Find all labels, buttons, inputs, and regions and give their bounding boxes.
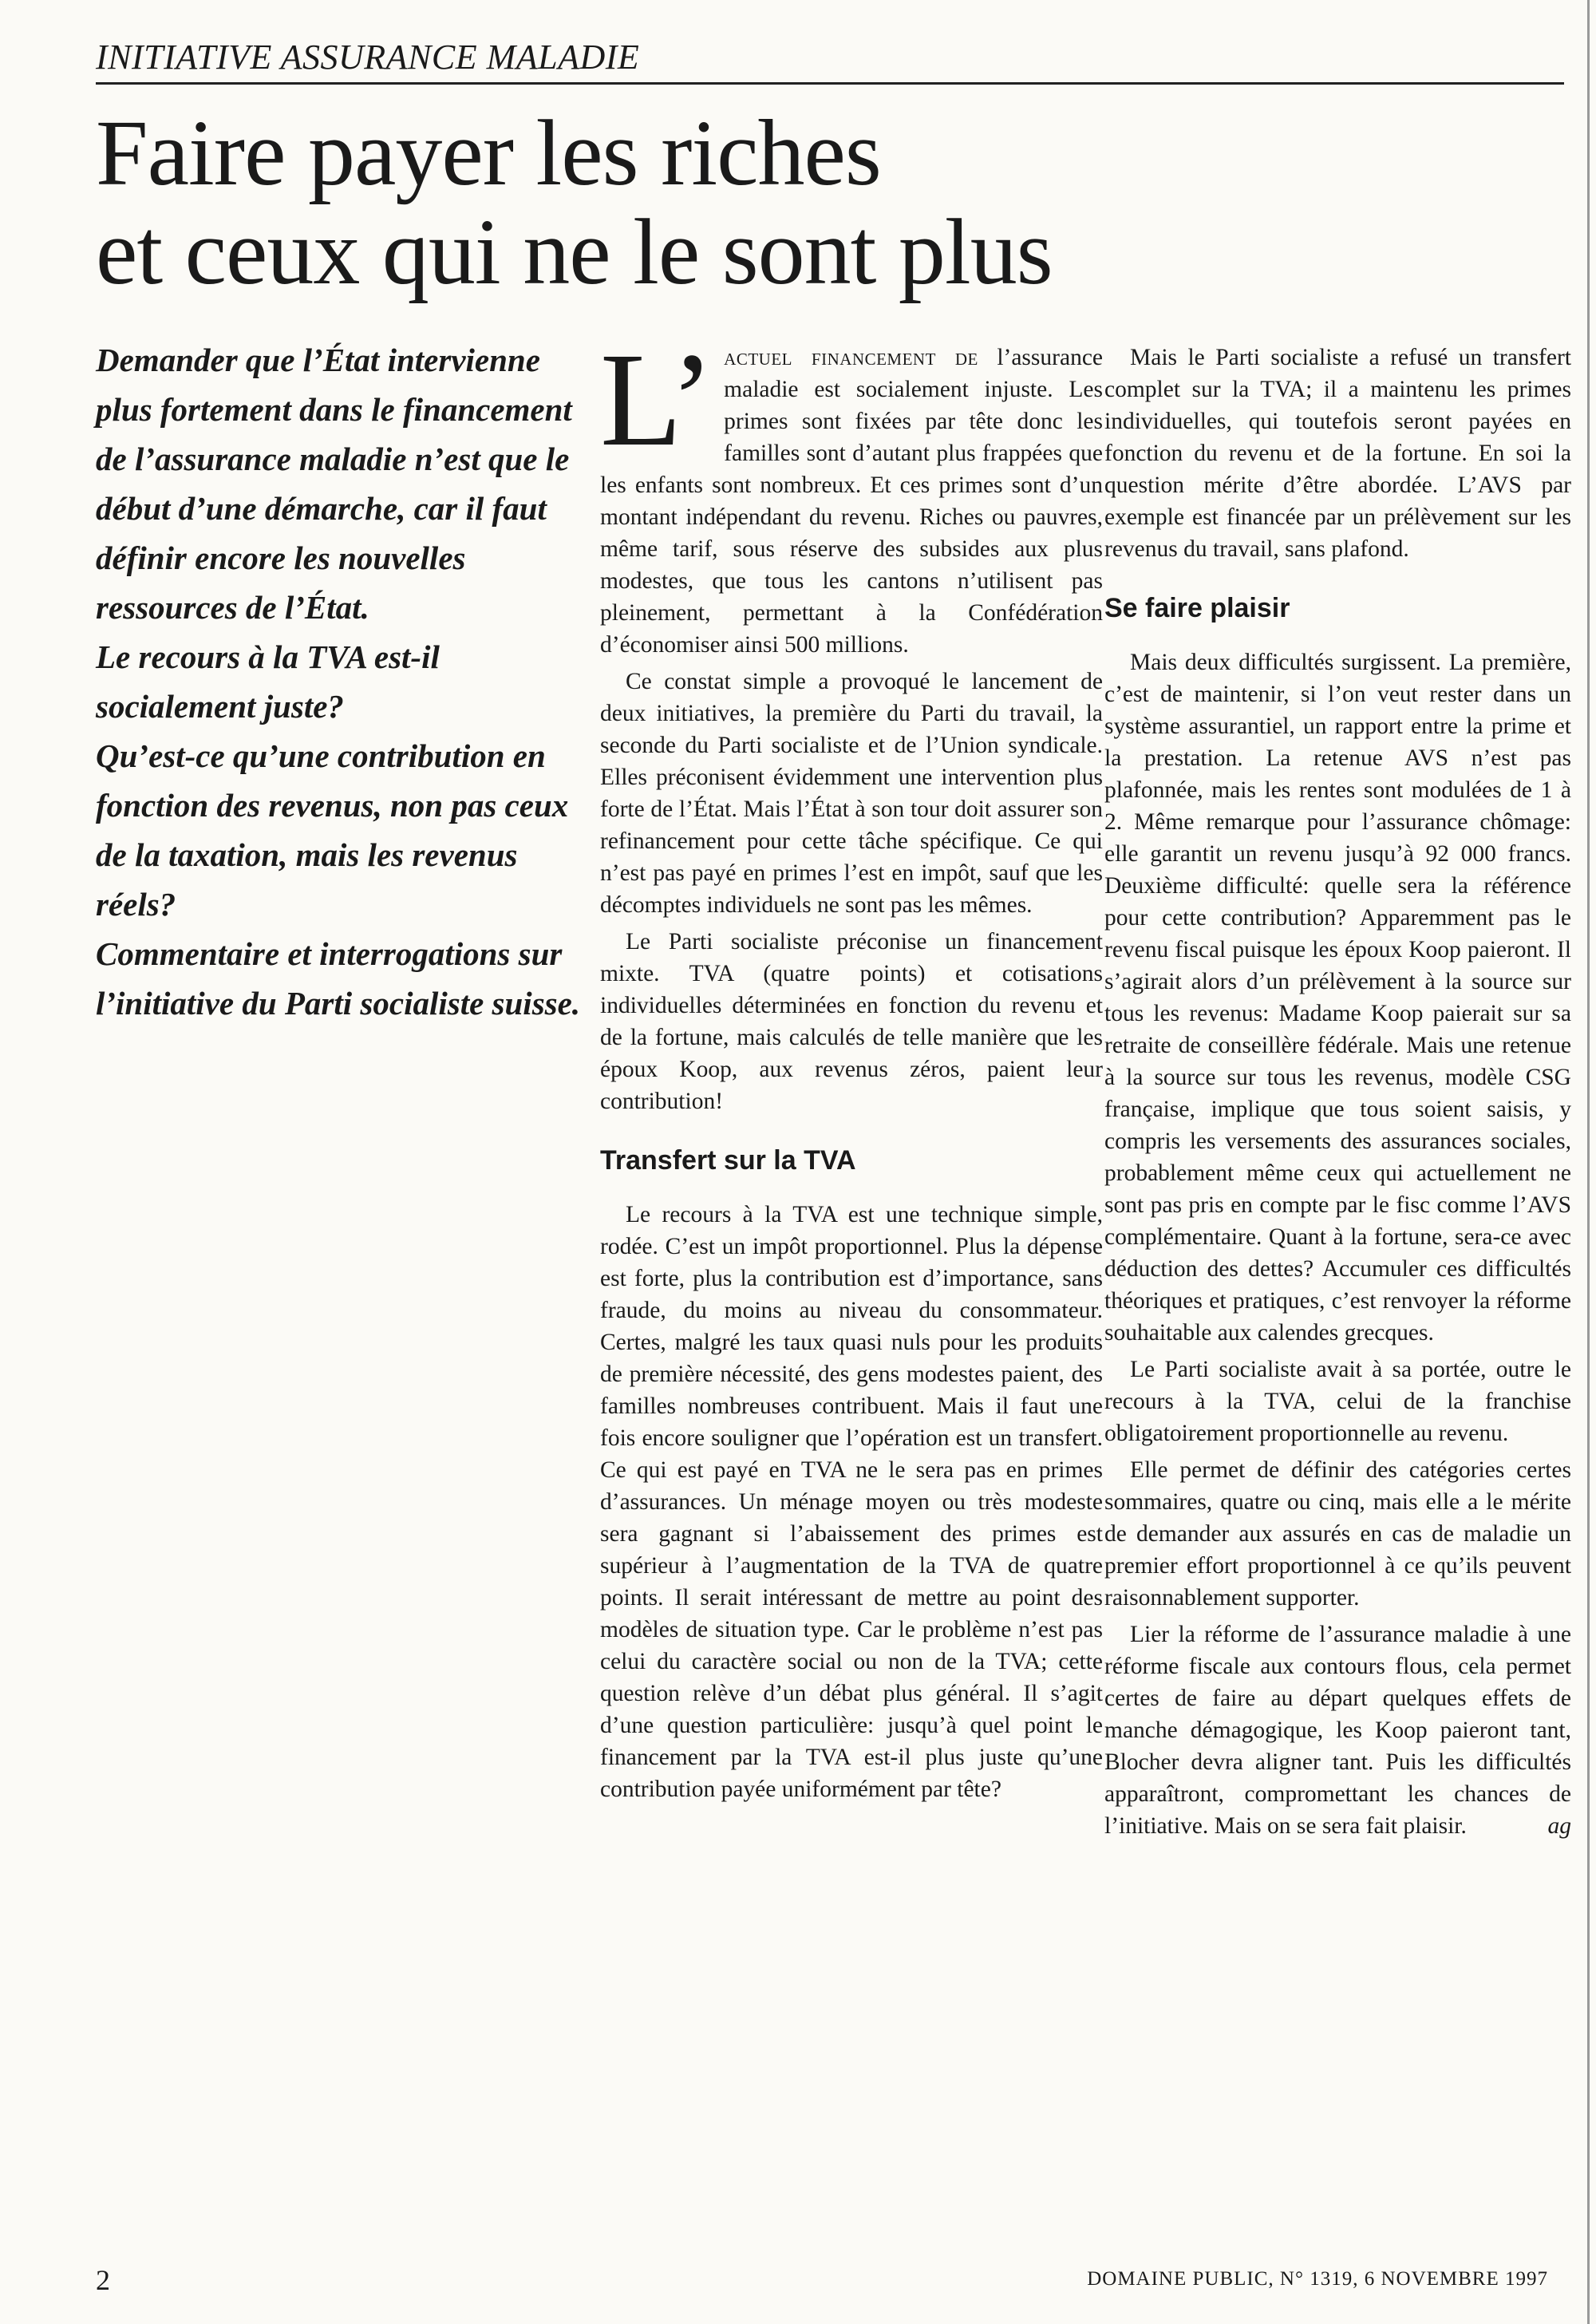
subheading-tva: Transfert sur la TVA bbox=[600, 1145, 856, 1176]
lede-paragraph: Qu’est-ce qu’une contribution en fonction des revenus, non pas ceux de la taxation, mais les revenus réels? bbox=[96, 737, 569, 923]
author-initials: ag bbox=[1547, 1813, 1571, 1839]
headline-line-1: Faire payer les riches bbox=[96, 101, 881, 205]
issue-line: DOMAINE PUBLIC, N° 1319, 6 NOVEMBRE 1997 bbox=[1087, 2268, 1548, 2290]
drop-cap: L’ bbox=[600, 326, 715, 474]
article-paragraph: Le Parti socialiste préconise un financement mixte. TVA (quatre points) et cotisations individuelles déterminées en fonction du revenu et de la fortune, mais calculés de telle manière que les époux Koop, aux revenus zéros, paient leur contribution! bbox=[600, 929, 1103, 1114]
section-kicker: INITIATIVE ASSURANCE MALADIE bbox=[96, 37, 1564, 85]
article-paragraph: Mais le Parti socialiste a refusé un transfert complet sur la TVA; il a maintenu les primes individuelles, qui toutefois seront payées en fonction du revenu et de la fortune. En soi la question mérite d’être abordée. L’AVS par exemple est financée par un prélèvement sur les revenus du travail, sans plafond. bbox=[1104, 345, 1571, 562]
headline-line-2: et ceux qui ne le sont plus bbox=[96, 200, 1053, 304]
opening-smallcaps: actuel financement de bbox=[724, 345, 978, 370]
article-paragraph: Le recours à la TVA est une technique simple, rodée. C’est un impôt proportionnel. Plus la dépense est forte, plus la contribution est d’importance, sans fraude, du moins au niveau du consommateur. Certes, malgré les taux quasi nuls pour les produits de première nécessité, des gens modestes paient, des familles nombreuses contribuent. Mais il faut une fois encore souligner que l’opération est un transfert. Ce qui est payé en TVA ne le sera pas en primes d’assurances. Un ménage moyen ou très modeste sera gagnant si l’abaissement des primes est supérieur à l’augmentation de la TVA de quatre points. Il serait intéressant de mettre au point des modèles de situation type. Car le problème n’est pas celui du caractère social ou non de la TVA; cette question relève d’un débat plus général. Il s’agit d’une question particulière: jusqu’à quel point le financement par la TVA est-il plus juste qu’une contribution payée uniformément par tête? bbox=[600, 1202, 1103, 1802]
page-number: 2 bbox=[96, 2264, 110, 2296]
article-paragraph: Ce constat simple a provoqué le lancement de deux initiatives, la première du Parti du travail, la seconde du Parti socialiste et de l’Union syndicale. Elles préconisent évidemment une intervention plus forte de l’État. Mais l’État à son tour doit assurer son refinancement pour cette tâche spécifique. Ce qui n’est pas payé en primes l’est en impôt, sauf que les décomptes individuels ne sont pas les mêmes. bbox=[600, 669, 1103, 918]
lede-intro bbox=[96, 335, 583, 1028]
article-column-1 bbox=[600, 326, 1104, 1810]
lede-paragraph: Le recours à la TVA est-il socialement juste? bbox=[96, 638, 440, 725]
opening-text: l’assurance maladie est socialement injuste. Les primes sont fixées par tête donc les familles sont d’autant plus frappées que les enfants sont nombreux. Et ces primes sont d’un montant indépendant du revenu. Riches ou pauvres, même tarif, sous réserve des subsides aux plus modestes, que tous les cantons n’utilisent pas pleinement, permettant à la Confédération d’économiser ainsi 500 millions. bbox=[600, 345, 1104, 658]
article-paragraph-last bbox=[1104, 1618, 1571, 1842]
subheading-plaisir: Se faire plaisir bbox=[1104, 593, 1290, 623]
article-paragraph-opening bbox=[600, 326, 1104, 661]
closing-text: Lier la réforme de l’assurance maladie à une réforme fiscale aux contours flous, cela permet certes de faire au départ quelques effets de manche démagogique, les Koop paieront tant, Blocher devra aligner tant. Puis les difficultés apparaîtront, compromettant les chances de l’initiative. Mais on se sera fait plaisir. bbox=[1104, 1622, 1571, 1839]
lede-paragraph: Commentaire et interrogations sur l’initiative du Parti socialiste suisse. bbox=[96, 935, 581, 1022]
article-paragraph: Elle permet de définir des catégories certes sommaires, quatre ou cinq, mais elle a le mérite de demander aux assurés en cas de maladie un premier effort proportionnel à ce qu’ils peuvent raisonnablement supporter. bbox=[1104, 1457, 1571, 1611]
article-paragraph: Mais deux difficultés surgissent. La première, c’est de maintenir, si l’on veut rester dans un système assurantiel, un rapport entre la prime et la prestation. La retenue AVS n’est pas plafonnée, mais les rentes sont modulées de 1 à 2. Même remarque pour l’assurance chômage: elle garantit un revenu jusqu’à 92 000 francs. Deuxième difficulté: quelle sera la référence pour cette contribution? Apparemment pas le revenu fiscal puisque les époux Koop paieront. Il s’agirait alors d’un prélèvement à la source sur tous les revenus: Madame Koop paierait sur sa retraite de conseillère fédérale. Mais une retenue à la source sur tous les revenus, modèle CSG française, implique que tous soient saisis, y compris les versements des assurances sociales, probablement même ceux qui actuellement ne sont pas pris en compte par le fisc comme l’AVS complémentaire. Quant à la fortune, sera-ce avec déduction des dettes? Accumuler ces difficultés théoriques et pratiques, c’est renvoyer la réforme souhaitable aux calendes grecques. bbox=[1104, 650, 1571, 1346]
page-edge-rule bbox=[1587, 0, 1590, 2324]
article-column-2 bbox=[1104, 342, 1571, 1847]
headline bbox=[96, 101, 1548, 304]
article-paragraph: Le Parti socialiste avait à sa portée, outre le recours à la TVA, celui de la franchise obligatoirement proportionnelle au revenu. bbox=[1104, 1357, 1571, 1446]
lede-paragraph: Demander que l’État intervienne plus fortement dans le financement de l’assurance maladie n’est que le début d’une démarche, car il faut définir encore les nouvelles ressources de l’État. bbox=[96, 342, 572, 626]
